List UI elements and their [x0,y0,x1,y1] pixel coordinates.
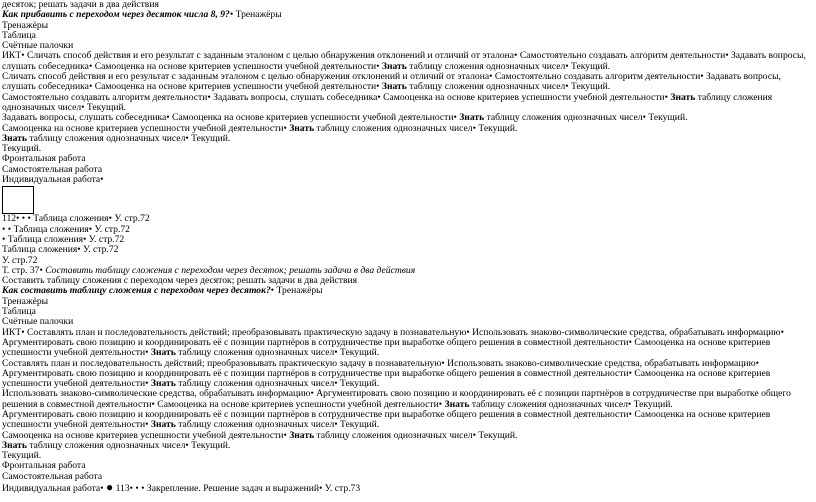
text: Составлять план и последовательность действий; преобразовывать практическую задачу в познавательную• Использовать знаково-символические средства, обрабатывать информацию• Аргументировать свою позицию и координировать её с позиции партнёров в сотрудничестве при выработке общего решения в совместной деятельности• Самооценка на основе критериев успешности учебной деятельности• [2,357,771,390]
competency-paragraph [2,134,810,144]
text: таблицу сложения однозначных чисел• Текущий. [26,133,231,144]
text: Аргументировать свою позицию и координировать её с позиции партнёров в сотрудничестве при выработке общего решения в совместной деятельности• Самооценка на основе критериев успешности учебной деятельности• [2,408,771,431]
resource-item [2,297,810,307]
competency-paragraph [2,72,810,93]
text: Тренажёры [2,20,49,31]
work-form [2,165,810,175]
text: таблицу сложения однозначных чисел• Текущий. [175,347,380,359]
bold-text: Знать [150,419,176,431]
text-line [2,276,810,286]
text: У. стр.72 [2,255,38,266]
text: таблицу сложения однозначных чисел• Текущий. [314,122,518,134]
text-line [2,0,810,10]
text: • Таблица сложения• У. стр.72 [2,234,125,245]
work-form [2,461,810,471]
lesson-row [2,214,810,224]
lesson-question [2,10,810,20]
work-form [2,175,810,185]
competency-paragraph [2,359,810,390]
text: Самостоятельно создавать алгоритм деятельности• Задавать вопросы, слушать собеседника• Самооценка на основе критериев успешности учебной деятельности• [2,91,671,103]
bullet-icon: ● [105,482,114,495]
question-text: Как составить таблицу сложения с переходом через десяток? [2,286,271,297]
text: ИКТ• Сличать способ действия и его результат с заданным эталоном с целью обнаружения отклонений и отличий от эталона• Самостоятельно создавать алгоритм деятельности• Задавать вопросы, слушать собеседника• Самооценка на основе критериев успешности учебной деятельности• [2,50,806,72]
text: Самостоятельная работа [2,164,103,175]
text-line [2,245,810,255]
text: 113• • • Закрепление. Решение задач и выражений• У. стр.73 [113,483,361,495]
competency-paragraph [2,124,810,134]
text: Текущий. [2,451,42,462]
bold-text: Знать [289,429,315,441]
bold-text: Знать [670,91,696,103]
text-line [2,235,810,245]
text: таблицу сложения однозначных чисел• Текущий. [175,419,380,431]
empty-table-cell [2,186,34,214]
competency-paragraph [2,51,810,72]
text: таблицу сложения однозначных чисел• Текущий. [2,91,773,113]
text-line [2,451,810,461]
bold-text: Знать [150,378,176,390]
resource-item [2,307,810,317]
competency-paragraph [2,93,810,114]
resource-item [2,31,810,41]
text: Таблица [2,30,36,41]
text: Фронтальная работа [2,154,86,165]
text: таблицу сложения однозначных чисел• Текущий. [484,112,688,124]
question-text: Как прибавить с переходом через десяток числа 8, 9? [2,10,230,21]
text: Использовать знаково-символические средства, обрабатывать информацию• Аргументировать свою позицию и координировать её с позиции партнёров в сотрудничестве при выработке общего решения в совместной деятельности• Самооценка на основе критериев успешности учебной деятельности• [2,388,791,410]
text: Составить таблицу сложения с переходом через десяток; решать задачи в два действия [2,276,358,287]
text: Сличать способ действия и его результат с заданным эталоном с целью обнаружения отклонений и отличий от эталона• Самостоятельно создавать алгоритм деятельности• Задавать вопросы, слушать собеседника• Самооценка на основе критериев успешности учебной деятельности• [2,71,781,93]
text: таблицу сложения однозначных чисел• Текущий. [26,440,231,451]
text: таблицу сложения однозначных чисел• Текущий. [175,378,380,390]
competency-paragraph [2,410,810,431]
italic-text: Составить таблицу сложения с переходом через десяток; решать задачи в два действия [45,265,416,276]
competency-paragraph [2,441,810,451]
bold-text: Знать [381,81,407,93]
text: Счётные палочки [2,41,74,52]
text: • • Таблица сложения• У. стр.72 [2,224,130,235]
text-line [2,144,810,154]
competency-paragraph [2,389,810,410]
text: Индивидуальная работа• [2,175,104,186]
text: Текущий. [2,144,42,155]
bold-text: Знать [2,133,27,144]
bold-text: Знать [459,112,485,124]
text: Задавать вопросы, слушать собеседника• Самооценка на основе критериев успешности учебной деятельности• [2,112,460,124]
text: Т. стр. 37• [2,265,46,276]
competency-paragraph [2,431,810,441]
lesson-row [2,482,810,494]
text: Таблица сложения• У. стр.72 [2,245,119,256]
bold-text: Знать [2,440,27,451]
text: ИКТ• Составлять план и последовательность действий; преобразовывать практическую задачу в познавательную• Использовать знаково-символические средства, обрабатывать информацию• Аргументировать свою позицию и координировать её с позиции партнёров в сотрудничестве при выработке общего решения в совместной деятельности• Самооценка на основе критериев успешности учебной деятельности• [2,326,784,359]
text: таблицу сложения однозначных чисел• Текущий. [469,398,673,410]
bold-text: Знать [444,398,470,410]
text: таблицу сложения однозначных чисел• Текущий. [406,60,611,72]
work-form [2,154,810,164]
text: Индивидуальная работа• [2,483,104,495]
text: 112• • • Таблица сложения• У. стр.72 [2,214,150,225]
text: Самооценка на основе критериев успешности учебной деятельности• [2,429,290,441]
text-line [2,256,810,266]
bold-text: Знать [381,60,407,72]
text: Тренажёры [2,296,49,307]
text: Самооценка на основе критериев успешности учебной деятельности• [2,122,290,134]
text: • Тренажёры [270,286,323,297]
resource-item [2,21,810,31]
bold-text: Знать [150,347,176,359]
text: Таблица [2,307,36,318]
bold-text: Знать [289,122,315,134]
text: Фронтальная работа [2,461,86,472]
text: Самостоятельная работа [2,471,103,482]
text: таблицу сложения однозначных чисел• Текущий. [406,81,611,93]
text: десяток; решать задачи в два действия [2,0,159,10]
text-line [2,266,810,276]
text: таблицу сложения однозначных чисел• Текущий. [314,429,518,441]
work-form [2,472,810,482]
text-line [2,225,810,235]
text: Счётные палочки [2,317,74,328]
competency-paragraph [2,328,810,359]
text: • Тренажёры [229,10,282,21]
lesson-question [2,286,810,296]
